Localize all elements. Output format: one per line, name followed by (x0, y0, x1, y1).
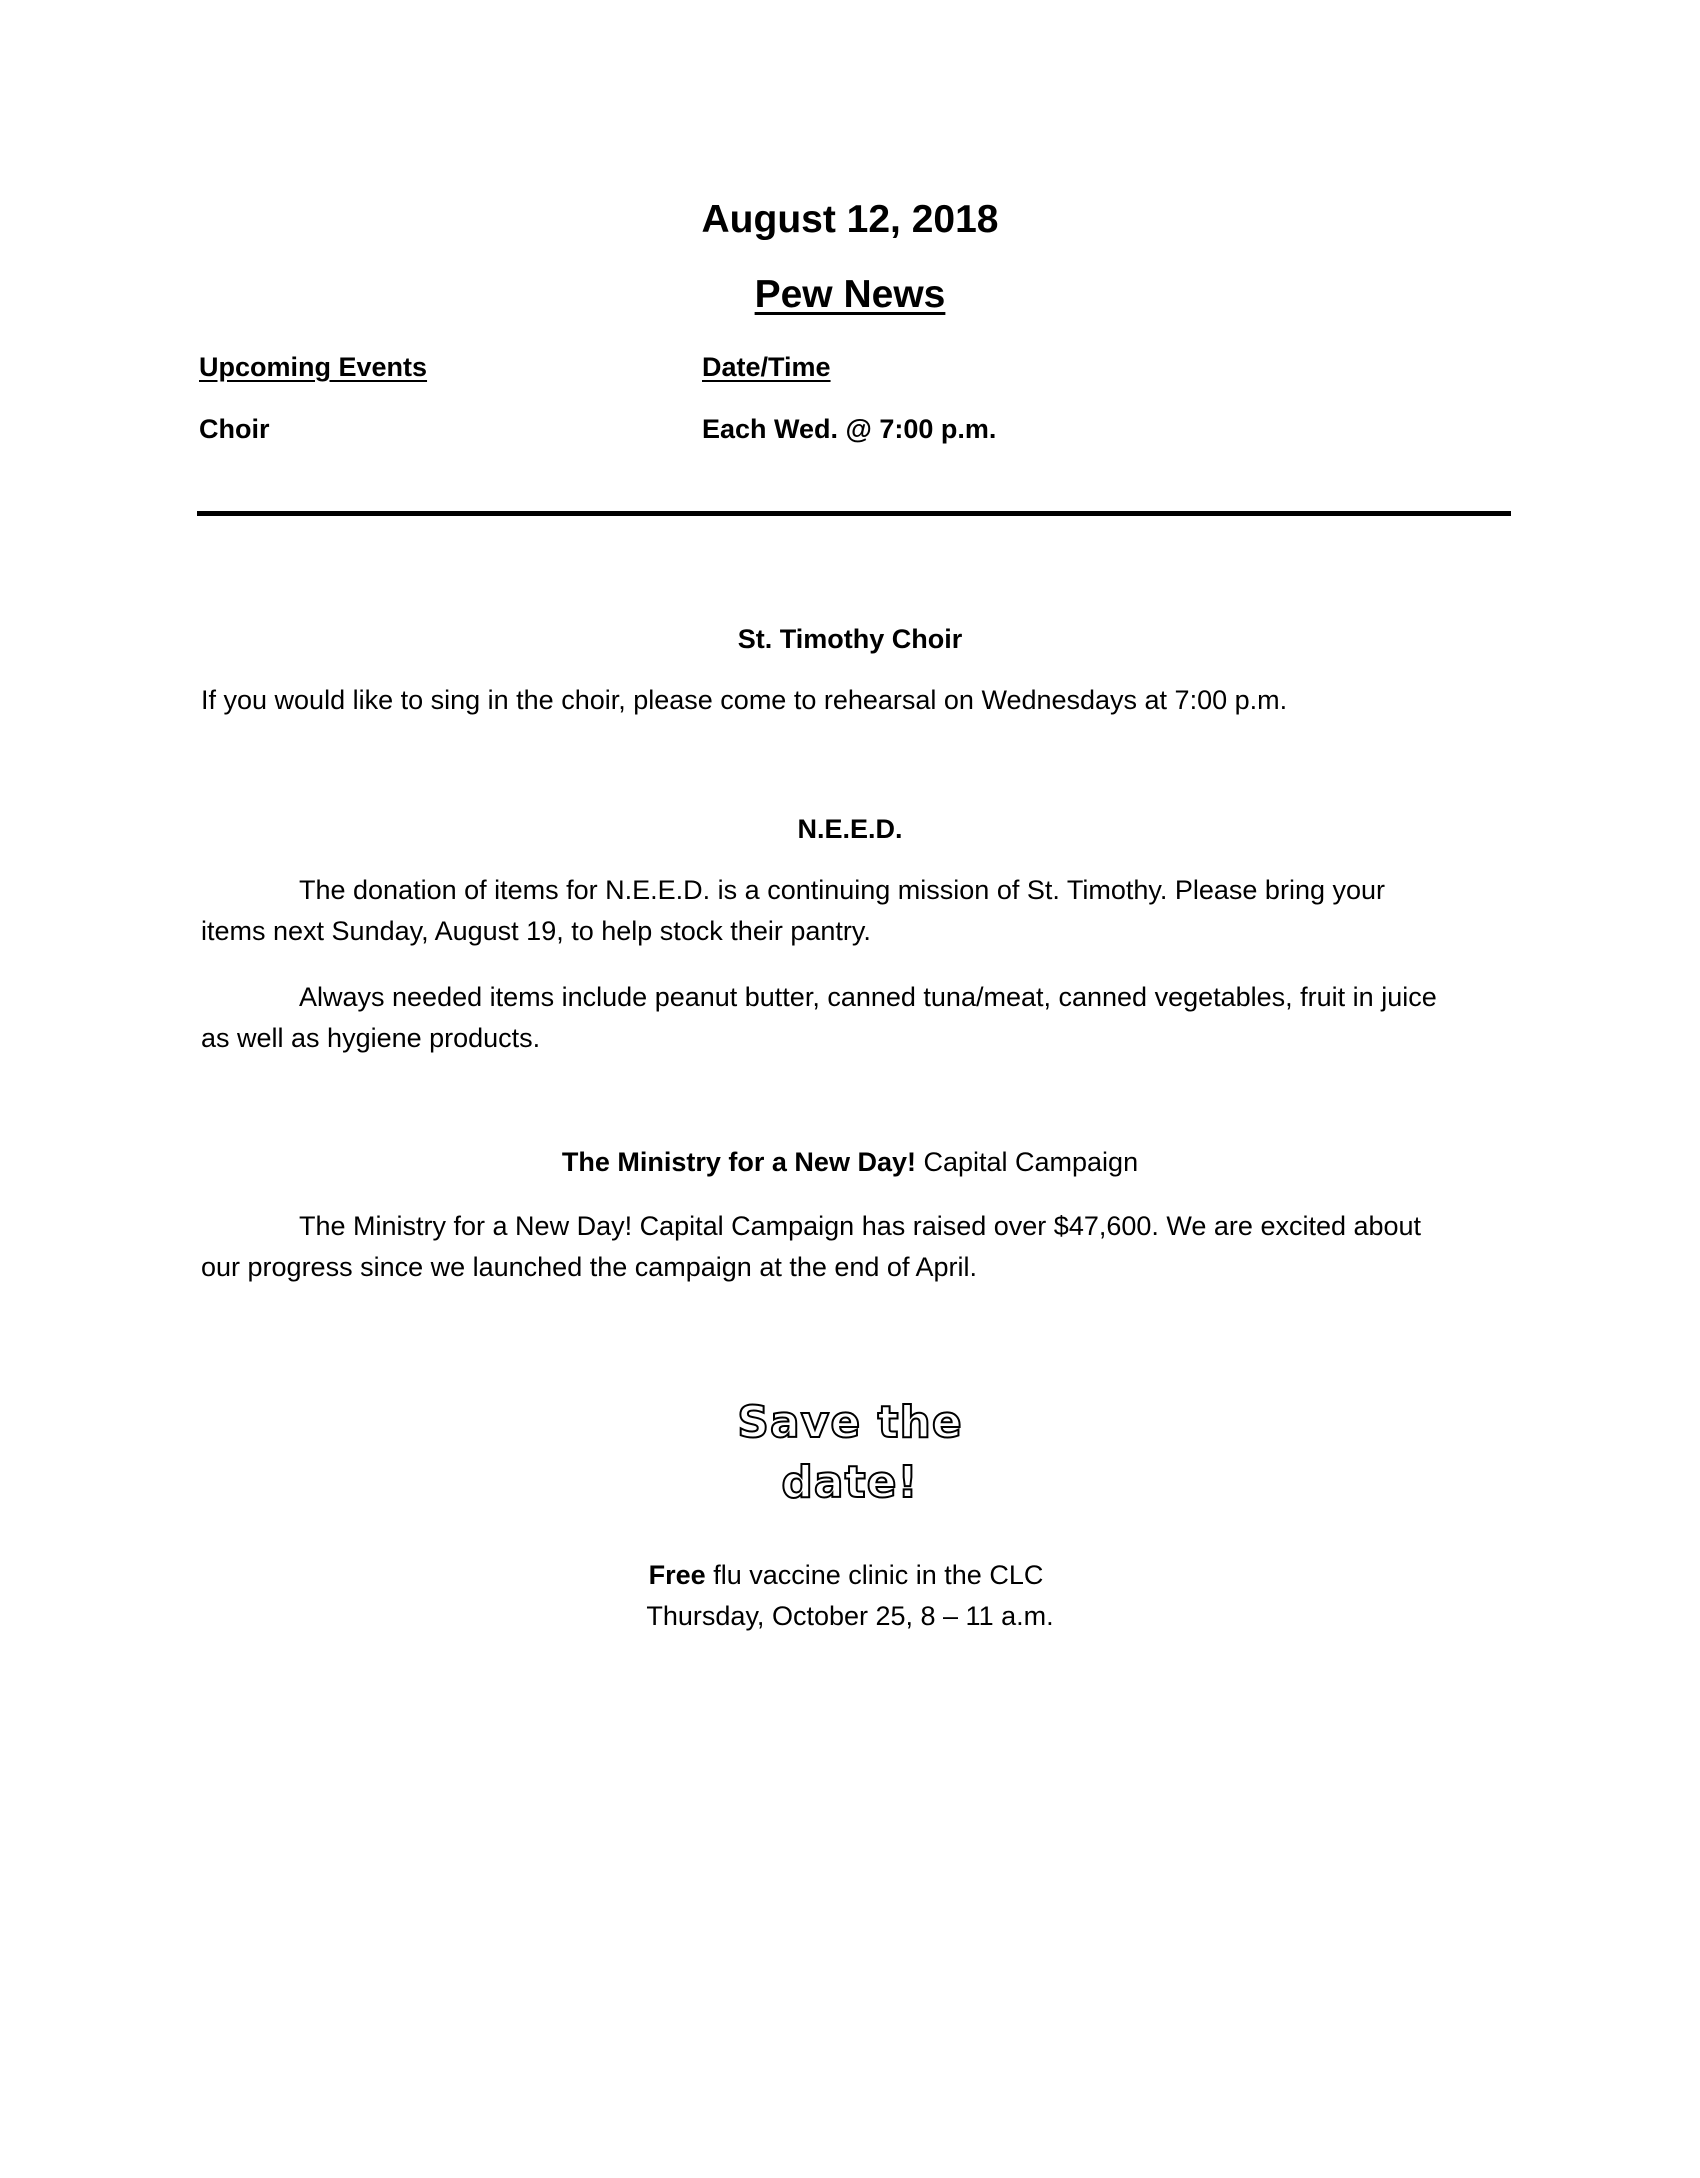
need-para2-line1: Always needed items include peanut butter, canned tuna/meat, canned vegetables, fruit in juice (299, 982, 1437, 1012)
save-the-date-line1: Save the (737, 1397, 963, 1448)
flu-clinic-notice (0, 1555, 1700, 1637)
campaign-line1: The Ministry for a New Day! Capital Campaign has raised over $47,600. We are excited about (299, 1211, 1422, 1241)
need-para1-line1: The donation of items for N.E.E.D. is a continuing mission of St. Timothy. Please bring your (299, 875, 1385, 905)
campaign-heading (0, 1145, 1700, 1179)
need-paragraph-2 (201, 977, 1521, 1059)
save-the-date-banner (0, 1393, 1700, 1513)
event-name: Choir (199, 414, 270, 444)
choir-heading: St. Timothy Choir (737, 624, 963, 654)
need-para1-line2: items next Sunday, August 19, to help stock their pantry. (201, 916, 871, 946)
bulletin-date: August 12, 2018 (701, 198, 999, 241)
campaign-heading-normal: Capital Campaign (915, 1147, 1139, 1177)
campaign-line2: our progress since we launched the campaign at the end of April. (201, 1252, 977, 1282)
save-the-date-line2: date! (781, 1457, 919, 1508)
choir-body: If you would like to sing in the choir, please come to rehearsal on Wednesdays at 7:00 p.m. (201, 685, 1288, 715)
need-para2-line2: as well as hygiene products. (201, 1023, 541, 1053)
page-title: Pew News (754, 273, 946, 316)
events-column-header: Upcoming Events (199, 352, 428, 382)
section-divider (197, 511, 1511, 516)
event-datetime: Each Wed. @ 7:00 p.m. (702, 414, 997, 444)
need-paragraph-1 (201, 870, 1521, 952)
flu-clinic-line1 (0, 1555, 1700, 1596)
datetime-column-header: Date/Time (702, 352, 831, 382)
flu-clinic-when: Thursday, October 25, 8 – 11 a.m. (646, 1601, 1054, 1631)
flu-clinic-text: flu vaccine clinic in the CLC (705, 1560, 1044, 1590)
need-heading: N.E.E.D. (797, 814, 903, 844)
campaign-paragraph (201, 1206, 1521, 1288)
campaign-heading-bold: The Ministry for a New Day! (561, 1147, 916, 1177)
flu-free-label: Free (648, 1560, 706, 1590)
choir-paragraph (201, 680, 1521, 721)
